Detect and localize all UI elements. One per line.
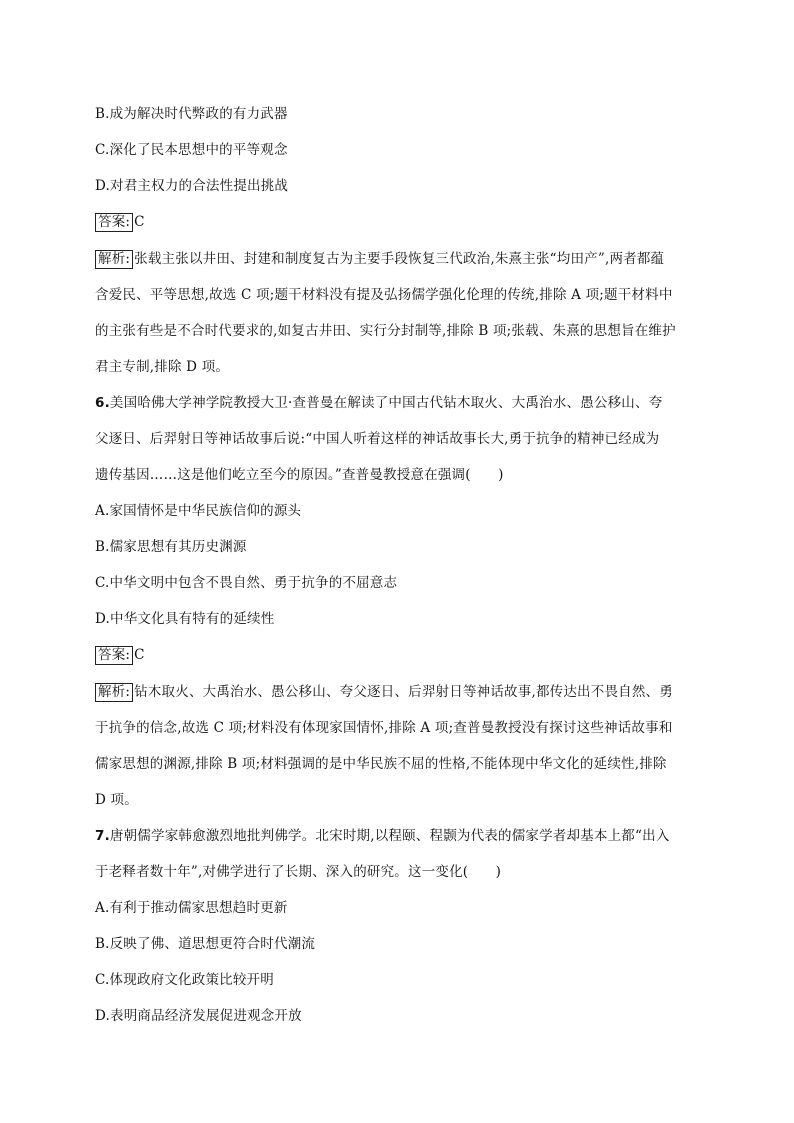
q6-answer-label: 答案: [95, 646, 133, 665]
q6-option-c: C.中华文明中包含不畏自然、勇于抗争的不屈意志 [95, 575, 398, 591]
q6-stem-text-1: 美国哈佛大学神学院教授大卫·查普曼在解读了中国古代钻木取火、大禹治水、愚公移山、夸 [109, 395, 663, 411]
q5-analysis-label: 解析: [95, 250, 133, 269]
q7-option-c: C.体现政府文化政策比较开明 [95, 972, 274, 988]
q6-analysis-line-3: 儒家思想的渊源,排除 B 项;材料强调的是中华民族不屈的性格,不能体现中华文化的延续性,排除 [95, 756, 667, 772]
q6-analysis-text-1: 钻木取火、大禹治水、愚公移山、夸父逐日、后羿射日等神话故事,都传达出不畏自然、勇 [134, 684, 673, 700]
q6-stem-line-2: 父逐日、后羿射日等神话故事后说:“中国人听着这样的神话故事长大,勇于抗争的精神已经成为 [95, 431, 660, 447]
q5-answer [95, 212, 145, 232]
q6-option-d: D.中华文化具有特有的延续性 [95, 611, 275, 627]
q6-stem-line-1 [95, 393, 662, 413]
q6-analysis-label: 解析: [95, 683, 133, 702]
q6-answer-value: C [134, 647, 145, 663]
q6-option-b: B.儒家思想有其历史渊源 [95, 539, 247, 555]
q6-analysis-line-2: 于抗争的信念,故选 C 项;材料没有体现家国情怀,排除 A 项;查普曼教授没有探讨这些神话故事和 [95, 720, 673, 736]
q7-stem-line-1 [95, 826, 670, 846]
q5-analysis-line-1 [95, 249, 664, 269]
q7-option-d: D.表明商品经济发展促进观念开放 [95, 1008, 302, 1024]
q5-option-c: C.深化了民本思想中的平等观念 [95, 142, 288, 158]
q6-option-a: A.家国情怀是中华民族信仰的源头 [95, 503, 302, 519]
q6-analysis-line-1 [95, 682, 673, 702]
q6-stem-line-3: 遗传基因……这是他们屹立至今的原因。”查普曼教授意在强调( ) [95, 467, 504, 483]
q5-answer-value: C [134, 214, 145, 230]
q5-analysis-text-1: 张载主张以井田、封建和制度复古为主要手段恢复三代政治,朱熹主张“均田产”,两者都蕴 [134, 251, 665, 267]
q5-analysis-line-3: 的主张有些是不合时代要求的,如复古井田、实行分封制等,排除 B 项;张载、朱熹的思想旨在维护 [95, 323, 676, 339]
q5-analysis-line-2: 含爱民、平等思想,故选 C 项;题干材料没有提及弘扬儒学强化伦理的传统,排除 A 项;题干材料中 [95, 287, 673, 303]
q6-number: 6. [95, 395, 110, 411]
q5-analysis-line-4: 君主专制,排除 D 项。 [95, 359, 230, 375]
q7-stem-text-1: 唐朝儒学家韩愈激烈地批判佛学。北宋时期,以程颐、程颢为代表的儒家学者却基本上都“出入 [109, 828, 670, 844]
q5-option-d: D.对君主权力的合法性提出挑战 [95, 178, 289, 194]
q7-option-b: B.反映了佛、道思想更符合时代潮流 [95, 936, 316, 952]
q5-answer-label: 答案: [95, 213, 133, 232]
q6-answer [95, 645, 145, 665]
q5-option-b: B.成为解决时代弊政的有力武器 [95, 106, 288, 122]
q7-stem-line-2: 于老释者数十年”,对佛学进行了长期、深入的研究。这一变化( ) [95, 864, 502, 880]
q7-number: 7. [95, 828, 110, 844]
q6-analysis-line-4: D 项。 [95, 792, 138, 808]
q7-option-a: A.有利于推动儒家思想趋时更新 [95, 900, 288, 916]
